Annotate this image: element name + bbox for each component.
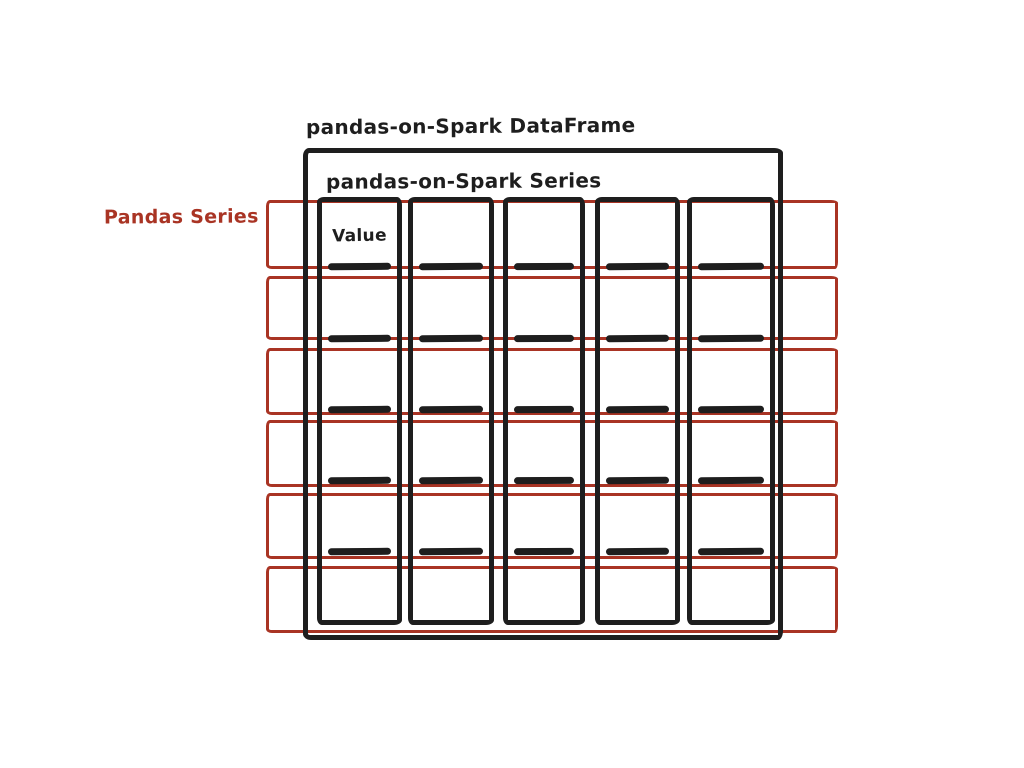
value-separator-dash bbox=[328, 406, 391, 413]
value-separator-dash bbox=[328, 335, 391, 342]
value-separator-dash bbox=[514, 263, 574, 270]
value-separator-dash bbox=[514, 406, 574, 413]
value-separator-dash bbox=[419, 406, 483, 413]
value-separator-dash bbox=[698, 335, 764, 342]
value-separator-dash bbox=[606, 406, 669, 413]
value-separator-dash bbox=[328, 548, 391, 555]
series-column bbox=[687, 197, 775, 625]
value-separator-dash bbox=[606, 477, 669, 484]
value-separator-dash bbox=[698, 477, 764, 484]
value-separator-dash bbox=[419, 548, 483, 555]
value-separator-dash bbox=[606, 335, 669, 342]
value-separator-dash bbox=[514, 477, 574, 484]
value-separator-dash bbox=[328, 477, 391, 484]
series-column bbox=[317, 197, 402, 625]
series-column bbox=[595, 197, 680, 625]
value-separator-dash bbox=[419, 263, 483, 270]
series-column bbox=[503, 197, 585, 625]
value-separator-dash bbox=[698, 406, 764, 413]
value-separator-dash bbox=[419, 335, 483, 342]
value-separator-dash bbox=[698, 548, 764, 555]
cell-value-label: Value bbox=[331, 225, 387, 247]
value-separator-dash bbox=[514, 335, 574, 342]
dataframe-title: pandas-on-Spark DataFrame bbox=[305, 112, 636, 140]
value-separator-dash bbox=[514, 548, 574, 555]
value-separator-dash bbox=[419, 477, 483, 484]
value-separator-dash bbox=[328, 263, 391, 270]
series-column bbox=[408, 197, 494, 625]
value-separator-dash bbox=[606, 263, 669, 270]
on-spark-series-label: pandas-on-Spark Series bbox=[325, 168, 602, 194]
value-separator-dash bbox=[606, 548, 669, 555]
pandas-series-label: Pandas Series bbox=[103, 205, 259, 229]
value-separator-dash bbox=[698, 263, 764, 270]
